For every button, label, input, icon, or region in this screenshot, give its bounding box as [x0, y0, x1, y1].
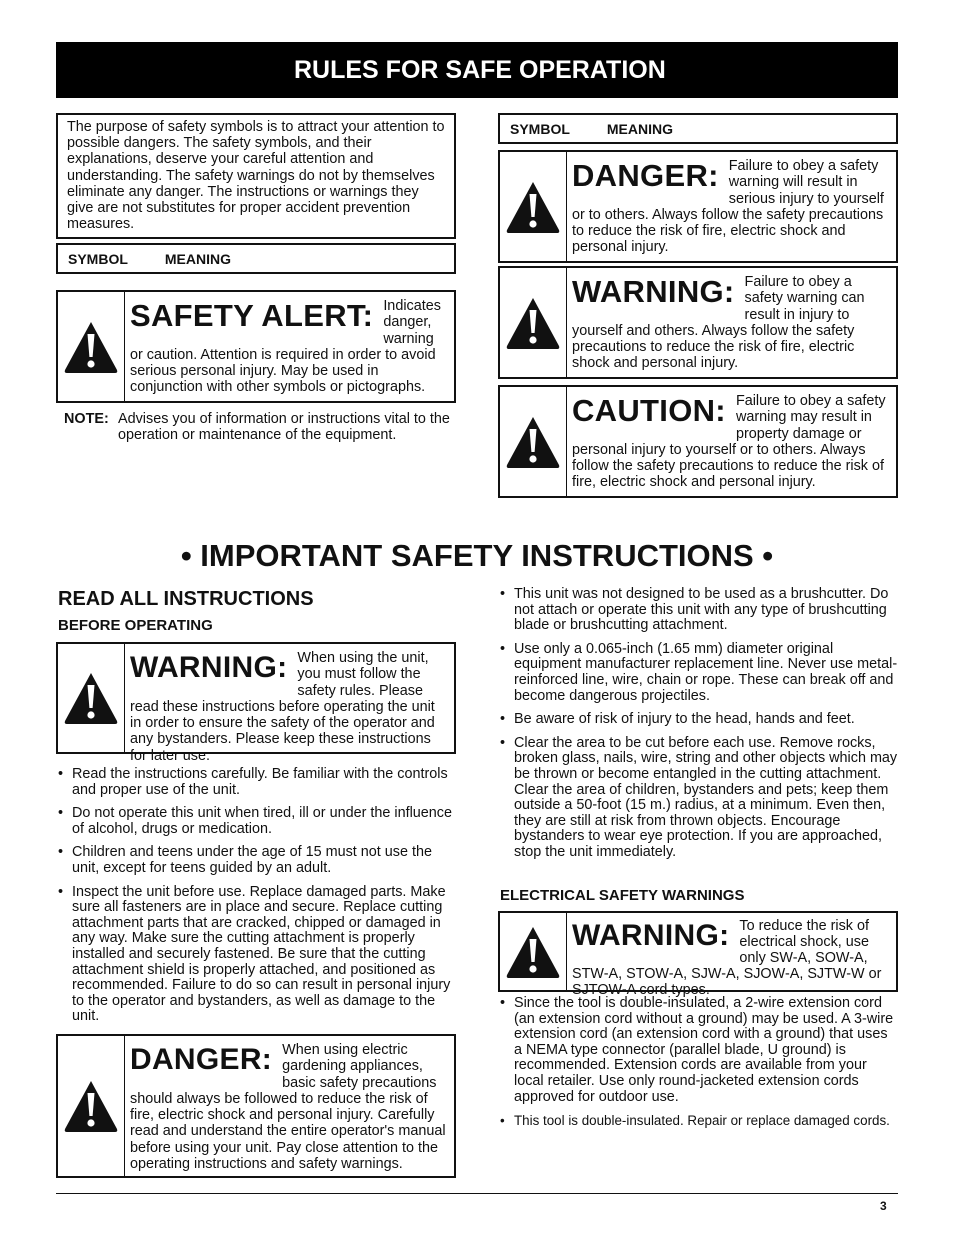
page-number: 3 — [880, 1199, 887, 1213]
warning-symbol-box — [498, 266, 898, 379]
list-item: • Inspect the unit before use. Replace damaged parts. Make sure all fasteners are in place and secure. Replace cutting attachment parts that are cracked, chipped or damaged in any way. Make sure the cutting attachment is properly installed and securely fastened. Be sure that the cutting attachment shield is properly attached, and positioned as recommended. Failure to do so can result in personal injury to the operator and bystanders, as well as damage to the unit. — [58, 885, 456, 1025]
section-title: RULES FOR SAFE OPERATION — [294, 55, 666, 84]
left-danger-icon-cell — [58, 1036, 125, 1176]
list-item: • Use only a 0.065-inch (1.65 mm) diameter original equipment manufacturer replacement line. Never use metal-reinforced line, wire, chain or rope. These can break off and become dangerous projectiles. — [500, 642, 898, 704]
symbol-col-label: SYMBOL — [68, 250, 128, 267]
left-warning-icon-cell — [58, 644, 125, 752]
electrical-warning-text: To reduce the risk of electrical shock, use only SW-A, SOW-A, STW-A, STOW-A, SJW-A, SJOW-A, SJTW-W or SJTOW-A cord types. — [572, 918, 882, 998]
electrical-warning-box — [498, 911, 898, 998]
caution-text: Failure to obey a safety warning may result in property damage or personal injury to yourself or to others. Always follow the safety precautions to reduce the risk of fire, electric shock and personal injury. — [572, 393, 886, 491]
intro-box — [56, 113, 456, 239]
caution-heading: CAUTION: — [572, 393, 726, 428]
danger-text: Failure to obey a safety warning will result in serious injury to yourself or to others. Always follow the safety precautions to reduce the risk of fire, electric shock and personal injury. — [572, 158, 884, 256]
danger-alert-icon — [505, 180, 561, 234]
electrical-safety-heading: ELECTRICAL SAFETY WARNINGS — [500, 887, 745, 904]
left-warning-heading: WARNING: — [130, 651, 288, 684]
left-warning-text: When using the unit, you must follow the safety rules. Please read these instructions before operating the unit in order to ensure the safety of the operator and any bystanders. Please keep these instructions for later use. — [130, 650, 435, 764]
left-danger-text: When using electric gardening appliances, basic safety precautions should always be followed to reduce the risk of fire, electric shock and personal injury. Carefully read and understand the entire operator's manual before using your unit. Pay close attention to the operating instructions and safety warnings. — [130, 1042, 446, 1173]
list-item: • This tool is double-insulated. Repair or replace damaged cords. — [500, 1113, 898, 1128]
right-bullet-list — [500, 587, 898, 869]
safety-alert-text: Indicates danger, warning or caution. Attention is required in order to avoid serious personal injury. May be used in conjunction with other symbols or pictographs. — [130, 298, 441, 396]
symbol-table-header-left — [56, 243, 456, 274]
danger-symbol-box — [498, 150, 898, 263]
warning-heading: WARNING: — [572, 274, 735, 309]
note-text: Advises you of information or instructions vital to the operation or maintenance of the equipment. — [118, 411, 450, 443]
safety-alert-icon-cell — [58, 292, 125, 401]
danger-icon-cell — [500, 152, 567, 261]
warning-icon-cell — [500, 268, 567, 377]
footer-rule — [56, 1193, 898, 1194]
warning-text: Failure to obey a safety warning can result in injury to yourself and others. Always follow the safety precautions to reduce the risk of fire, electric shock and personal injury. — [572, 274, 865, 372]
note — [64, 411, 456, 443]
left-bullet-list — [58, 767, 456, 1033]
caution-alert-icon — [505, 415, 561, 469]
list-item: • Do not operate this unit when tired, ill or under the influence of alcohol, drugs or medication. — [58, 806, 456, 837]
list-item: • Read the instructions carefully. Be familiar with the controls and proper use of the unit. — [58, 767, 456, 798]
caution-symbol-box — [498, 385, 898, 498]
left-warning-box — [56, 642, 456, 764]
main-title: • IMPORTANT SAFETY INSTRUCTIONS • — [180, 538, 774, 573]
meaning-col-label: MEANING — [606, 120, 674, 137]
read-all-heading: READ ALL INSTRUCTIONS — [58, 588, 314, 610]
electrical-warning-heading: WARNING: — [572, 919, 730, 952]
symbol-table-header-right — [498, 113, 898, 144]
meaning-col-label: MEANING — [164, 250, 232, 267]
left-danger-box — [56, 1034, 456, 1178]
safety-alert-heading: SAFETY ALERT: — [130, 298, 374, 333]
before-operating-heading: BEFORE OPERATING — [58, 617, 213, 634]
left-warning-alert-icon — [63, 671, 119, 725]
left-danger-heading: DANGER: — [130, 1043, 273, 1076]
safety-alert-icon — [63, 320, 119, 374]
list-item: • This unit was not designed to be used as a brushcutter. Do not attach or operate this unit with any type of brushcutting blade or brushcutting attachment. — [500, 587, 898, 634]
electrical-warning-icon-cell — [500, 913, 567, 990]
warning-alert-icon — [505, 296, 561, 350]
note-label: NOTE: — [64, 411, 109, 427]
symbol-col-label: SYMBOL — [510, 120, 570, 137]
list-item: • Since the tool is double-insulated, a 2-wire extension cord (an extension cord without a ground) may be used. A 3-wire extension cord (an extension cord with a ground) that uses a NEMA type connector (parallel blade, U ground) is recommended. Extension cords are available from your local retailer. Use only round-jacketed extension cords approved for outdoor use. — [500, 996, 898, 1105]
electrical-warning-alert-icon — [505, 925, 561, 979]
intro-text: The purpose of safety symbols is to attract your attention to possible dangers. The safety symbols, and their explanations, deserve your careful attention and understanding. The safety warnings do not by themselves eliminate any danger. The instructions or warnings they give are not substitutes for proper accident prevention measures. — [67, 119, 445, 233]
section-header — [56, 42, 898, 98]
caution-icon-cell — [500, 387, 567, 496]
electrical-bullet-list — [500, 996, 898, 1136]
list-item: • Children and teens under the age of 15 must not use the unit, except for teens guided by an adult. — [58, 845, 456, 876]
danger-heading: DANGER: — [572, 158, 719, 193]
left-danger-alert-icon — [63, 1079, 119, 1133]
list-item: • Clear the area to be cut before each use. Remove rocks, broken glass, nails, wire, string and other objects which may be thrown or become entangled in the cutting attachment. Clear the area of children, bystanders and pets; keep them outside a 50-foot (15 m.) radius, at a minimum. Even then, they are still at risk from thrown objects. Encourage bystanders to wear eye protection. If you are approached, stop the unit immediately. — [500, 736, 898, 861]
list-item: • Be aware of risk of injury to the head, hands and feet. — [500, 712, 898, 728]
safety-alert-box — [56, 290, 456, 403]
